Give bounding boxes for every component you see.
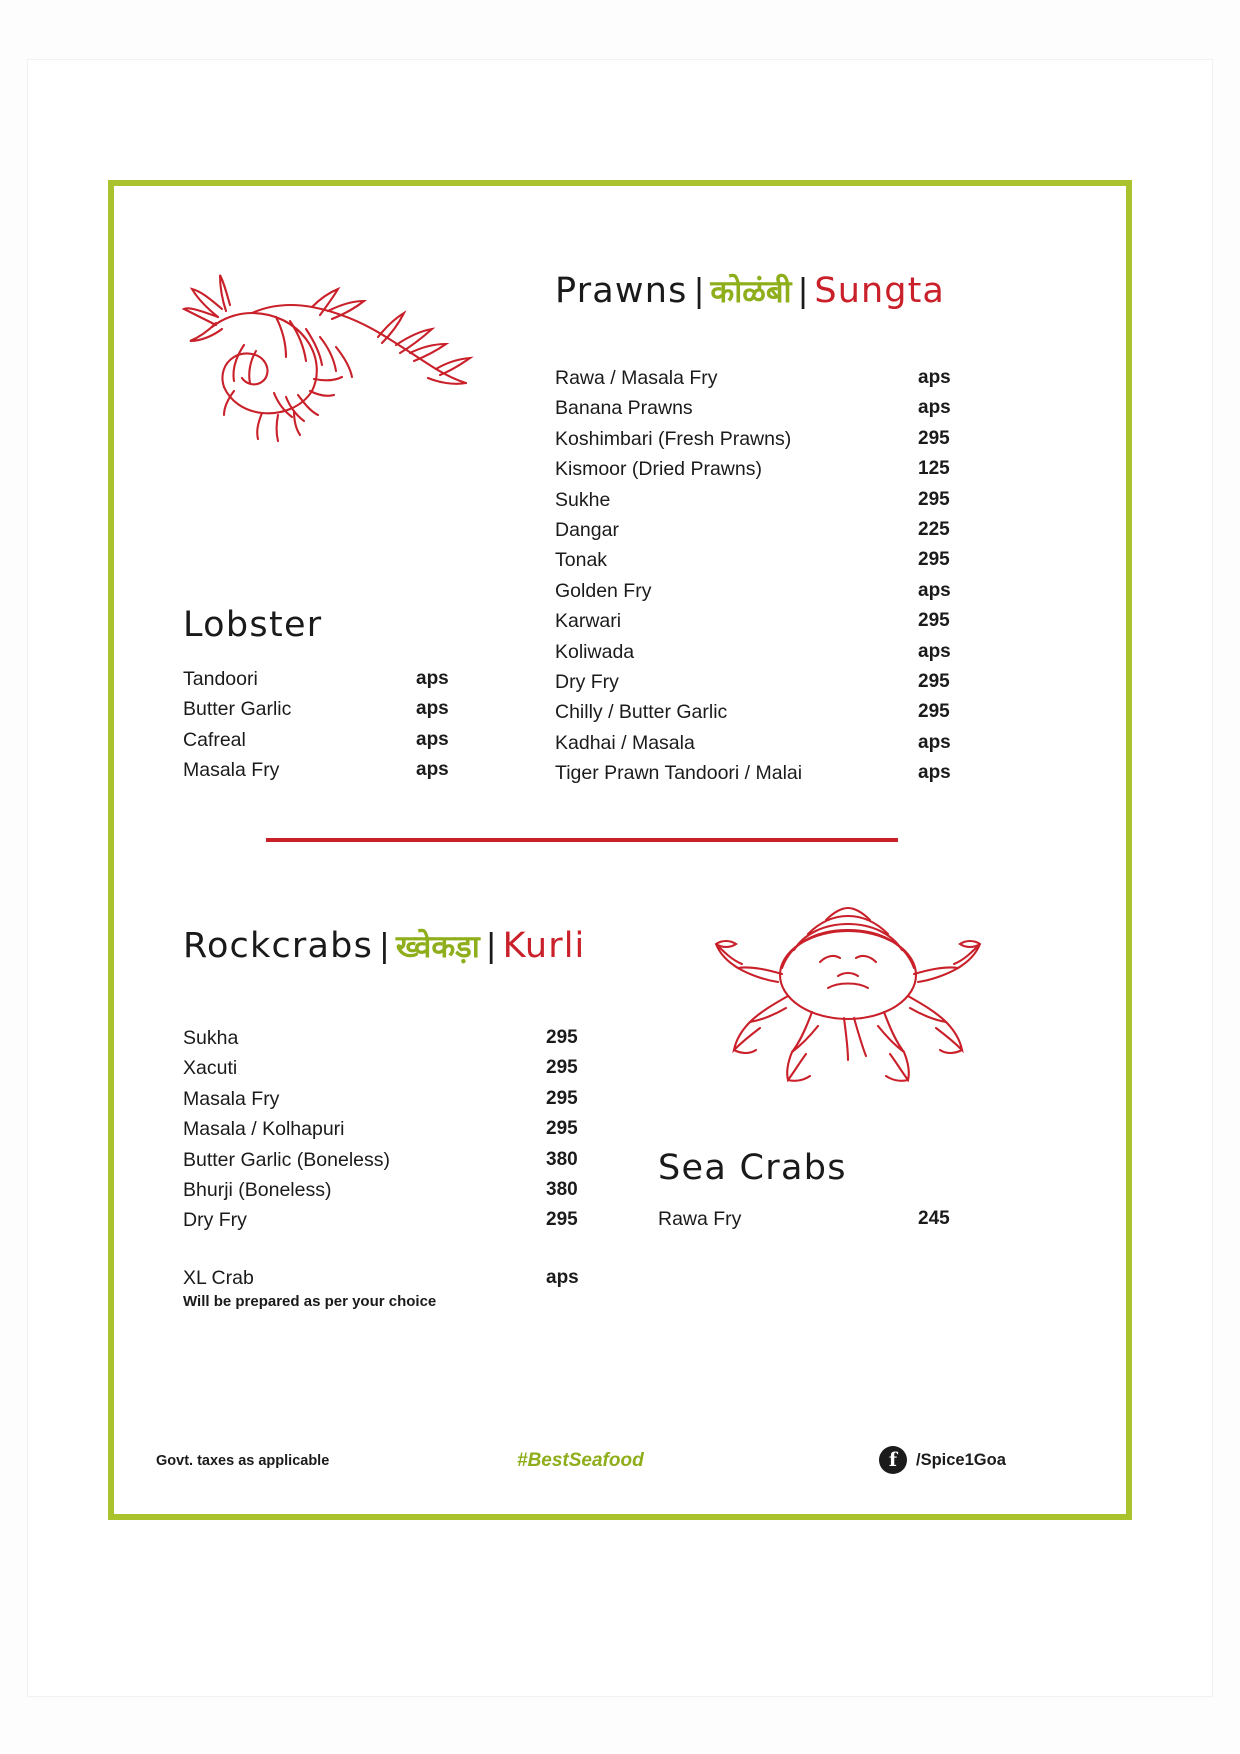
menu-row xyxy=(183,1114,623,1144)
rockcrabs-special xyxy=(183,1263,623,1310)
menu-row xyxy=(183,1175,623,1205)
prawns-item-list xyxy=(555,363,975,788)
sea-crabs-item-list xyxy=(658,1204,978,1234)
menu-row xyxy=(555,697,975,727)
item-price: aps xyxy=(918,640,951,662)
menu-row xyxy=(555,728,975,758)
divider-glyph: | xyxy=(380,927,389,965)
menu-row xyxy=(555,758,975,788)
item-price: 295 xyxy=(546,1118,578,1140)
item-name: Rawa Fry xyxy=(658,1208,742,1230)
item-name: Karwari xyxy=(555,610,622,633)
item-price: aps xyxy=(918,762,951,784)
rockcrabs-title-en: Rockcrabs xyxy=(183,926,374,966)
menu-row xyxy=(555,363,975,393)
section-heading-prawns xyxy=(555,270,945,312)
social-handle: /Spice1Goa xyxy=(916,1450,1006,1469)
social-link[interactable] xyxy=(879,1446,1006,1474)
menu-row xyxy=(555,515,975,545)
item-price: 295 xyxy=(918,610,950,632)
menu-row xyxy=(555,576,975,606)
menu-row xyxy=(555,454,975,484)
item-name: Masala Fry xyxy=(183,759,280,782)
crab-illustration xyxy=(708,890,988,1085)
item-price: 295 xyxy=(918,701,950,723)
item-name: Tandoori xyxy=(183,668,258,690)
item-price: aps xyxy=(918,731,951,753)
tax-note: Govt. taxes as applicable xyxy=(156,1453,330,1469)
divider-glyph: | xyxy=(486,927,496,965)
prawns-title-local: Sungta xyxy=(814,271,945,311)
item-name: Dry Fry xyxy=(183,1209,247,1232)
item-price: aps xyxy=(416,728,449,750)
item-price: 125 xyxy=(918,458,950,480)
item-name: Masala / Kolhapuri xyxy=(183,1118,345,1141)
item-price: 295 xyxy=(546,1057,578,1079)
lobster-item-list xyxy=(183,664,483,786)
facebook-icon: f xyxy=(879,1446,907,1474)
item-name: Cafreal xyxy=(183,728,246,751)
item-name: Masala Fry xyxy=(183,1087,280,1110)
item-price: aps xyxy=(416,698,449,720)
menu-row xyxy=(183,694,483,724)
item-name: Dry Fry xyxy=(555,670,619,693)
menu-row xyxy=(183,1205,623,1235)
item-price: 295 xyxy=(918,670,950,692)
menu-sheet xyxy=(28,60,1212,1696)
item-price: 295 xyxy=(918,549,950,571)
item-price: 295 xyxy=(546,1027,578,1048)
item-name: Butter Garlic xyxy=(183,698,292,721)
item-name: Chilly / Butter Garlic xyxy=(555,701,728,724)
section-heading-rockcrabs xyxy=(183,925,585,967)
item-price: aps xyxy=(416,759,449,781)
menu-row xyxy=(555,667,975,697)
prawns-title-en: Prawns xyxy=(555,271,688,311)
menu-row xyxy=(555,485,975,515)
menu-row xyxy=(555,637,975,667)
item-name: Sukhe xyxy=(555,488,611,511)
item-price: 225 xyxy=(918,518,950,540)
item-name: Kismoor (Dried Prawns) xyxy=(555,458,762,481)
item-price: 295 xyxy=(918,427,950,449)
item-price: 295 xyxy=(546,1209,578,1231)
item-price: aps xyxy=(918,397,951,419)
rockcrabs-title-local: Kurli xyxy=(502,926,586,966)
item-price: aps xyxy=(918,579,951,601)
divider-glyph: | xyxy=(694,272,704,310)
menu-row xyxy=(658,1204,978,1234)
menu-row xyxy=(183,1023,623,1053)
menu-row xyxy=(183,1053,623,1083)
item-price: aps xyxy=(918,367,951,388)
rockcrabs-item-list xyxy=(183,1023,623,1236)
item-price: 380 xyxy=(546,1148,578,1170)
item-name: Banana Prawns xyxy=(555,397,693,420)
item-name: Xacuti xyxy=(183,1057,238,1080)
menu-row xyxy=(183,755,483,785)
prawns-title-devanagari: कोळंबी xyxy=(710,274,792,310)
menu-row xyxy=(183,664,483,694)
menu-row xyxy=(555,393,975,423)
item-name: Kadhai / Masala xyxy=(555,731,695,754)
menu-row xyxy=(555,545,975,575)
item-price: 295 xyxy=(918,488,950,510)
special-note: Will be prepared as per your choice xyxy=(183,1293,437,1311)
item-name: Sukha xyxy=(183,1027,239,1049)
divider-glyph: | xyxy=(798,272,808,310)
menu-row xyxy=(183,1263,623,1293)
item-price: 295 xyxy=(546,1087,578,1109)
item-price: aps xyxy=(546,1267,579,1288)
item-price: 245 xyxy=(918,1208,950,1229)
menu-row xyxy=(183,1145,623,1175)
item-name: Koliwada xyxy=(555,640,635,663)
item-name: Tiger Prawn Tandoori / Malai xyxy=(555,762,803,785)
menu-row xyxy=(555,424,975,454)
menu-row xyxy=(183,725,483,755)
rockcrabs-title-devanagari: ख्वेकड़ा xyxy=(395,929,480,965)
menu-row xyxy=(555,606,975,636)
item-name: Rawa / Masala Fry xyxy=(555,367,718,389)
item-name: XL Crab xyxy=(183,1267,254,1289)
item-name: Dangar xyxy=(555,518,619,541)
item-price: 380 xyxy=(546,1178,578,1200)
section-divider xyxy=(266,838,898,842)
section-heading-lobster: Lobster xyxy=(183,605,323,645)
item-name: Golden Fry xyxy=(555,579,652,602)
item-price: aps xyxy=(416,668,449,689)
item-name: Butter Garlic (Boneless) xyxy=(183,1148,390,1171)
section-heading-sea-crabs: Sea Crabs xyxy=(658,1148,847,1188)
hashtag: #BestSeafood xyxy=(517,1450,644,1471)
item-name: Tonak xyxy=(555,549,608,572)
item-name: Koshimbari (Fresh Prawns) xyxy=(555,427,792,450)
prawn-illustration xyxy=(178,265,478,465)
menu-row xyxy=(183,1084,623,1114)
item-name: Bhurji (Boneless) xyxy=(183,1178,332,1201)
